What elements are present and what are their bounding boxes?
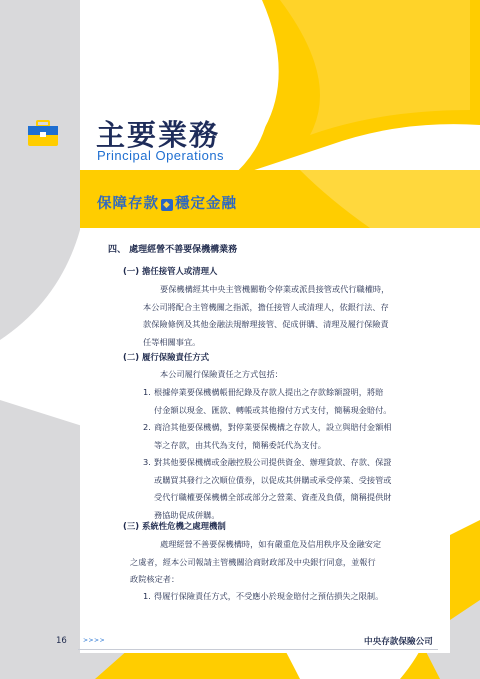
list-item-line: 等之存款，由其代為支付，簡稱委託代為支付。: [154, 439, 326, 450]
footer-divider: [78, 649, 438, 650]
list-item-number: 1.: [143, 591, 151, 601]
list-item-line: 對其他要保機構或金融控股公司提供資金、辦理貸款、存款、保證: [154, 457, 392, 467]
subsection-title-3: (三) 系統性危機之處理機制: [123, 521, 226, 531]
list-item-number: 3.: [143, 457, 151, 467]
list-item-number: 1.: [143, 387, 151, 397]
list-item-line: 付金額以現金、匯款、轉帳或其他撥付方式支付，簡稱現金賠付。: [154, 404, 392, 415]
gray-left-panel: [0, 0, 80, 340]
sub3-line-3: 政院核定者：: [130, 574, 180, 584]
page-number: 16: [56, 636, 67, 646]
subsection-2-intro: 本公司履行保險責任之方式包括：: [160, 369, 283, 379]
banner-left-label: 保障存款: [97, 196, 159, 212]
footer-arrows-icon: >>>>: [83, 637, 106, 644]
list-item-line: 得履行保險責任方式，不受應小於現金賠付之預估損失之限制。: [154, 591, 384, 601]
list-item-number: 2.: [143, 422, 151, 432]
sub1-line-3: 款保險條例及其他金融法規辦理接管、促成併購、清理及履行保險責: [143, 319, 389, 329]
list-item: [143, 419, 433, 454]
list-item: [143, 384, 433, 419]
sub3-line-1: 處理經營不善要保機構時，如有嚴重危及信用秩序及金融安定: [160, 539, 382, 549]
subsection-3-body: [130, 536, 431, 589]
page-subtitle: Principal Operations: [97, 148, 225, 163]
footer-company-name: 中央存款保險公司: [364, 637, 433, 647]
sub3-line-2: 之虞者，經本公司報請主管機關洽商財政部及中央銀行同意，並報行: [130, 556, 376, 567]
list-item-line: 商洽其他要保機構，對停業要保機構之存款人，設立與賠付金額相: [154, 422, 392, 432]
list-item-line: 受代行職權要保機構全部或部分之營業、資產及負債，簡稱提供財: [154, 492, 392, 502]
list-item-line: 或購買其發行之次順位債券，以促成其併購或承受停業、受接管或: [154, 474, 392, 485]
sub1-line-4: 任等相關事宜。: [143, 336, 201, 347]
section-banner: [97, 192, 237, 213]
list-item-line: 根據停業要保機構帳冊紀錄及存款人提出之存款餘額證明，將賠: [154, 387, 384, 397]
subsection-title-1: (一) 擔任接管人或清理人: [123, 266, 218, 276]
list-item-line: 務協助促成併購。: [154, 509, 220, 520]
banner-right-label: 穩定金融: [175, 196, 237, 212]
subsection-1-body: [143, 281, 431, 351]
section-heading: 四、 處理經營不善要保機構業務: [108, 245, 238, 255]
banner-separator-icon: ◆: [161, 199, 173, 211]
subsection-title-2: (二) 履行保險責任方式: [123, 352, 209, 362]
list-item: [143, 454, 433, 524]
briefcase-icon: [26, 116, 60, 150]
sub1-line-2: 本公司將配合主管機關之指派，擔任接管人或清理人，依銀行法、存: [143, 301, 389, 312]
list-item: [143, 588, 433, 606]
sub1-line-1: 要保機構經其中央主管機關勒令停業或派員接管或代行職權時，: [160, 284, 390, 294]
page-title: 主要業務: [96, 118, 221, 152]
